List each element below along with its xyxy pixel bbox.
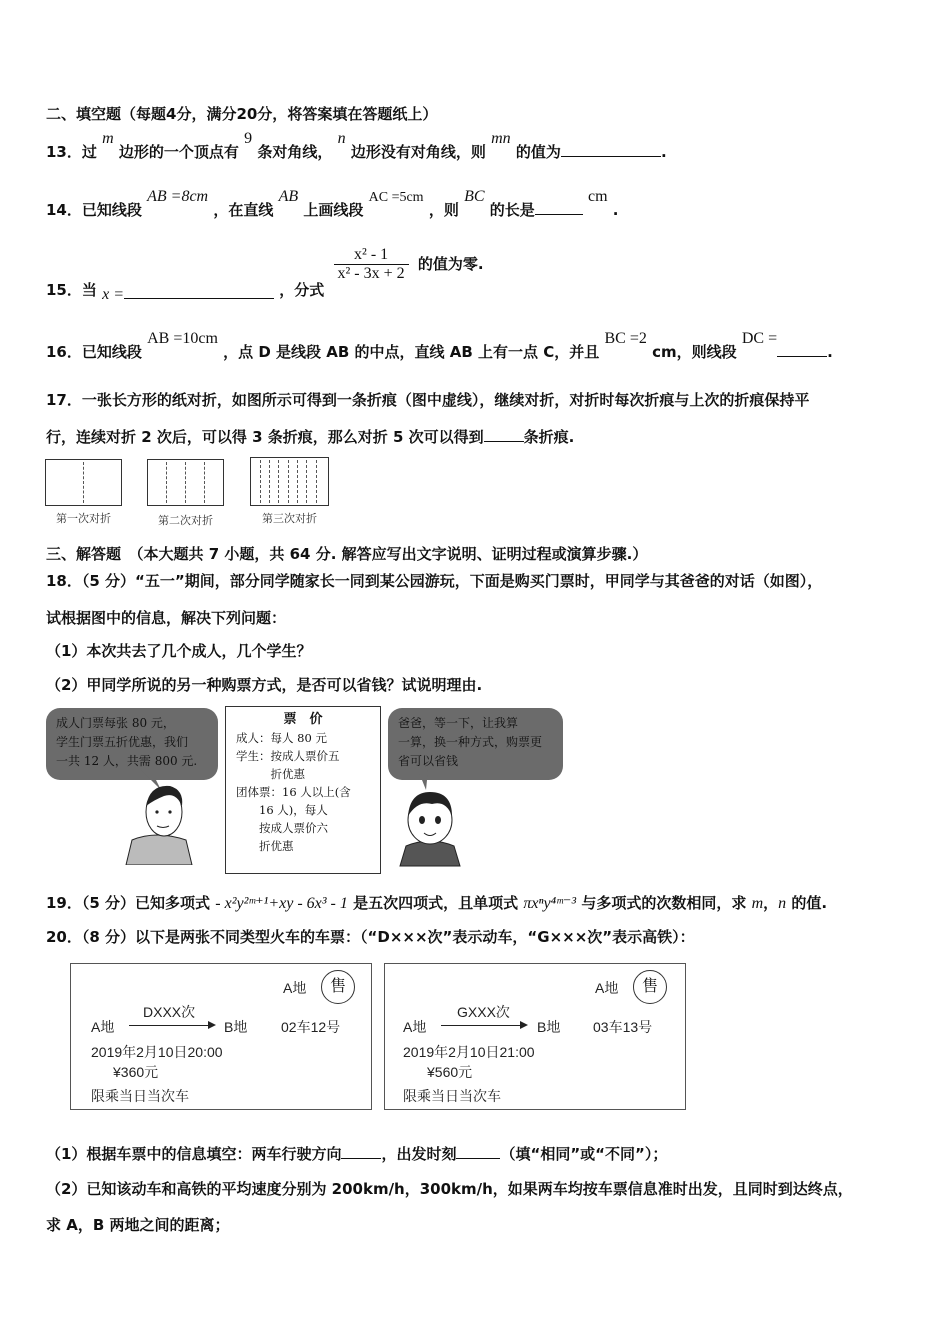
ticket-from-station: A地 — [91, 1019, 115, 1035]
q14-text-1: ，在直线 — [213, 201, 274, 219]
q13-var-n: n — [337, 130, 346, 147]
train-ticket-d — [70, 963, 372, 1110]
question-16 — [46, 330, 833, 362]
q14-text-4: 的长是 — [489, 201, 535, 219]
q19-text-3: 与多项式的次数相同，求 — [581, 894, 747, 912]
fold-line — [83, 462, 84, 503]
q14-number: 14．已知线段 — [46, 201, 142, 219]
fold-diagram-1 — [45, 459, 122, 506]
q14-unit: cm — [588, 188, 608, 205]
q20-part-2: （2）已知该动车和高铁的平均速度分别为 200km/h，300km/h，如果两车均按车票信息准时出发，且同时到达终点， — [46, 1180, 853, 1198]
q18-part-1: （1）本次共去了几个成人，几个学生？ — [46, 642, 312, 660]
ticket-top-station: A地 — [595, 980, 619, 996]
q13-text-1: 边形的一个顶点有 — [118, 143, 239, 161]
q19-polynomial: - x²y²ᵐ⁺¹+xy - 6x³ - 1 — [215, 895, 348, 912]
q20-title: 20．（8 分）以下是两张不同类型火车的车票：（“D×××次”表示动车，“G×××次”表示高铁）： — [46, 928, 695, 946]
board-line: 折优惠 — [236, 839, 294, 853]
q14-ac-expr: AC =5cm — [368, 190, 424, 205]
question-19 — [46, 892, 827, 913]
q18-line-1: 18．（5 分）“五一”期间，部分同学随家长一同到某公园游玩，下面是购买门票时，甲同学与其爸爸的对话（如图）， — [46, 572, 823, 590]
board-line: 按成人票价六 — [236, 821, 328, 835]
bubble-line: 一共 12 人，共需 800 元. — [56, 754, 198, 768]
q17-line-1: 17．一张长方形的纸对折，如图所示可得到一条折痕（图中虚线），继续对折，对折时每次折痕与上次的折痕保持平 — [46, 391, 810, 409]
question-14 — [46, 188, 619, 220]
fold-line — [297, 460, 298, 503]
q15-answer-blank[interactable] — [124, 284, 274, 299]
fold-line — [185, 462, 186, 503]
bubble-line: 省可以省钱 — [398, 754, 459, 768]
fold-line — [288, 460, 289, 503]
q14-ab-line: AB — [278, 188, 299, 205]
q17-answer-blank[interactable] — [484, 427, 524, 442]
ticket-train-number: DXXX次 — [143, 1004, 196, 1020]
ticket-to-station: B地 — [537, 1019, 561, 1035]
question-13 — [46, 130, 667, 162]
arrow-right-icon — [208, 1021, 216, 1029]
question-15 — [46, 246, 484, 303]
q20-p1-text-c: （填“相同”或“不同”）； — [500, 1145, 668, 1163]
q15-text-1: ，分式 — [279, 281, 325, 299]
train-ticket-g — [384, 963, 686, 1110]
q16-text-1: ，点 D 是线段 AB 的中点，直线 AB 上有一点 C，并且 — [223, 343, 600, 361]
q19-comma: ， — [763, 894, 779, 912]
arrow-right-icon — [520, 1021, 528, 1029]
q14-answer-blank[interactable] — [535, 200, 583, 215]
bubble-line: 成人门票每张 80 元， — [56, 716, 175, 730]
fold-line — [269, 460, 270, 503]
q13-end: . — [660, 143, 667, 161]
arrow-line — [441, 1025, 521, 1026]
fold-line — [316, 460, 317, 503]
q16-number: 16．已知线段 — [46, 343, 142, 361]
q16-bc-expr: BC =2 — [604, 330, 647, 347]
q16-dc-expr: DC = — [741, 330, 778, 347]
ticket-seat: 03车13号 — [593, 1019, 653, 1035]
ticket-top-station: A地 — [283, 980, 307, 996]
section-3-title: 三、解答题 （本大题共 7 小题，共 64 分. 解答应写出文字说明、证明过程或演算步骤.） — [46, 545, 648, 563]
q18-part-2: （2）甲同学所说的另一种购票方式，是否可以省钱？试说明理由. — [46, 676, 483, 694]
q20-part-1 — [46, 1143, 667, 1164]
q20-direction-blank[interactable] — [341, 1144, 381, 1159]
q15-x: x = — [102, 286, 125, 303]
q18-line-2: 试根据图中的信息，解决下列问题： — [46, 609, 287, 627]
q13-text-4: 的值为 — [515, 143, 561, 161]
q13-var-mn: mn — [491, 130, 511, 147]
q14-text-3: ，则 — [428, 201, 459, 219]
q14-text-2: 上画线段 — [303, 201, 364, 219]
ticket-price: ¥560元 — [427, 1064, 473, 1080]
fold-caption-1: 第一次对折 — [56, 512, 111, 525]
fold-line — [204, 462, 205, 503]
father-illustration — [46, 770, 226, 865]
q13-text-3: 边形没有对角线，则 — [350, 143, 486, 161]
section-2-title: 二、填空题（每题4分，满分20分，将答案填在答题纸上） — [46, 105, 438, 123]
arrow-line — [129, 1025, 209, 1026]
fold-diagram-3 — [250, 457, 329, 506]
fold-line — [278, 460, 279, 503]
q20-p1-text-a: （1）根据车票中的信息填空：两车行驶方向 — [46, 1145, 342, 1163]
q20-p1-text-b: ，出发时刻 — [381, 1145, 457, 1163]
q19-monomial: πxⁿy⁴ᵐ⁻³ — [523, 895, 577, 912]
ticket-price: ¥360元 — [113, 1064, 159, 1080]
q14-end: . — [612, 201, 619, 219]
fold-line — [166, 462, 167, 503]
sold-stamp-icon: 售 — [321, 970, 355, 1004]
ticket-datetime: 2019年2月10日20:00 — [91, 1044, 223, 1060]
q15-denominator: x² - 3x + 2 — [337, 265, 405, 282]
ticket-price-board — [225, 706, 381, 874]
fold-caption-3: 第三次对折 — [262, 512, 317, 525]
ticket-train-number: GXXX次 — [457, 1004, 510, 1020]
q14-ab-expr: AB =8cm — [147, 188, 209, 205]
board-line: 16 人)，每人 — [236, 803, 328, 817]
q19-var-m: m — [751, 895, 764, 912]
board-title: 票 价 — [283, 712, 323, 727]
q20-part-2-cont: 求 A，B 两地之间的距离； — [46, 1216, 230, 1234]
q15-number: 15．当 — [46, 281, 97, 299]
student-illustration — [388, 770, 508, 868]
q16-text-2: cm，则线段 — [652, 343, 737, 361]
ticket-to-station: B地 — [224, 1019, 248, 1035]
q16-answer-blank[interactable] — [777, 342, 827, 357]
ticket-datetime: 2019年2月10日21:00 — [403, 1044, 535, 1060]
board-line: 成人：每人 80 元 — [236, 731, 327, 745]
q19-text-2: 是五次四项式，且单项式 — [353, 894, 519, 912]
ticket-note: 限乘当日当次车 — [91, 1088, 189, 1104]
fold-diagram-2 — [147, 459, 224, 506]
q14-bc: BC — [464, 188, 485, 205]
sold-stamp-icon: 售 — [633, 970, 667, 1004]
ticket-seat: 02车12号 — [281, 1019, 341, 1035]
fold-caption-2: 第二次对折 — [158, 514, 213, 527]
q17-text-b: 条折痕. — [523, 428, 575, 446]
q13-number: 13．过 — [46, 143, 97, 161]
q13-answer-blank[interactable] — [561, 142, 661, 157]
fold-line — [306, 460, 307, 503]
q19-text-4: 的值. — [791, 894, 828, 912]
bubble-line: 一算，换一种方式，购票更 — [398, 735, 543, 749]
ticket-from-station: A地 — [403, 1019, 427, 1035]
fold-line — [260, 460, 261, 503]
q13-nine: 9 — [244, 130, 253, 147]
board-line: 学生：按成人票价五 — [236, 749, 340, 763]
q17-text-a: 行，连续对折 2 次后，可以得 3 条折痕，那么对折 5 次可以得到 — [46, 428, 484, 446]
q19-text-1: 19．（5 分）已知多项式 — [46, 894, 211, 912]
q15-text-2: 的值为零. — [417, 255, 484, 273]
q15-numerator: x² - 1 — [334, 246, 409, 265]
q15-fraction — [334, 246, 409, 283]
q13-text-2: 条对角线， — [257, 143, 333, 161]
board-line: 团体票：16 人以上(含 — [236, 785, 351, 799]
q20-time-blank[interactable] — [456, 1144, 500, 1159]
q13-var-m: m — [102, 130, 114, 147]
q16-end: . — [827, 343, 833, 361]
bubble-line: 爸爸，等一下，让我算 — [398, 716, 519, 730]
q17-line-2 — [46, 426, 574, 447]
ticket-note: 限乘当日当次车 — [403, 1088, 501, 1104]
board-line: 折优惠 — [236, 767, 305, 781]
bubble-line: 学生门票五折优惠，我们 — [56, 735, 189, 749]
q19-var-n: n — [778, 895, 787, 912]
q16-ab-expr: AB =10cm — [147, 330, 218, 347]
